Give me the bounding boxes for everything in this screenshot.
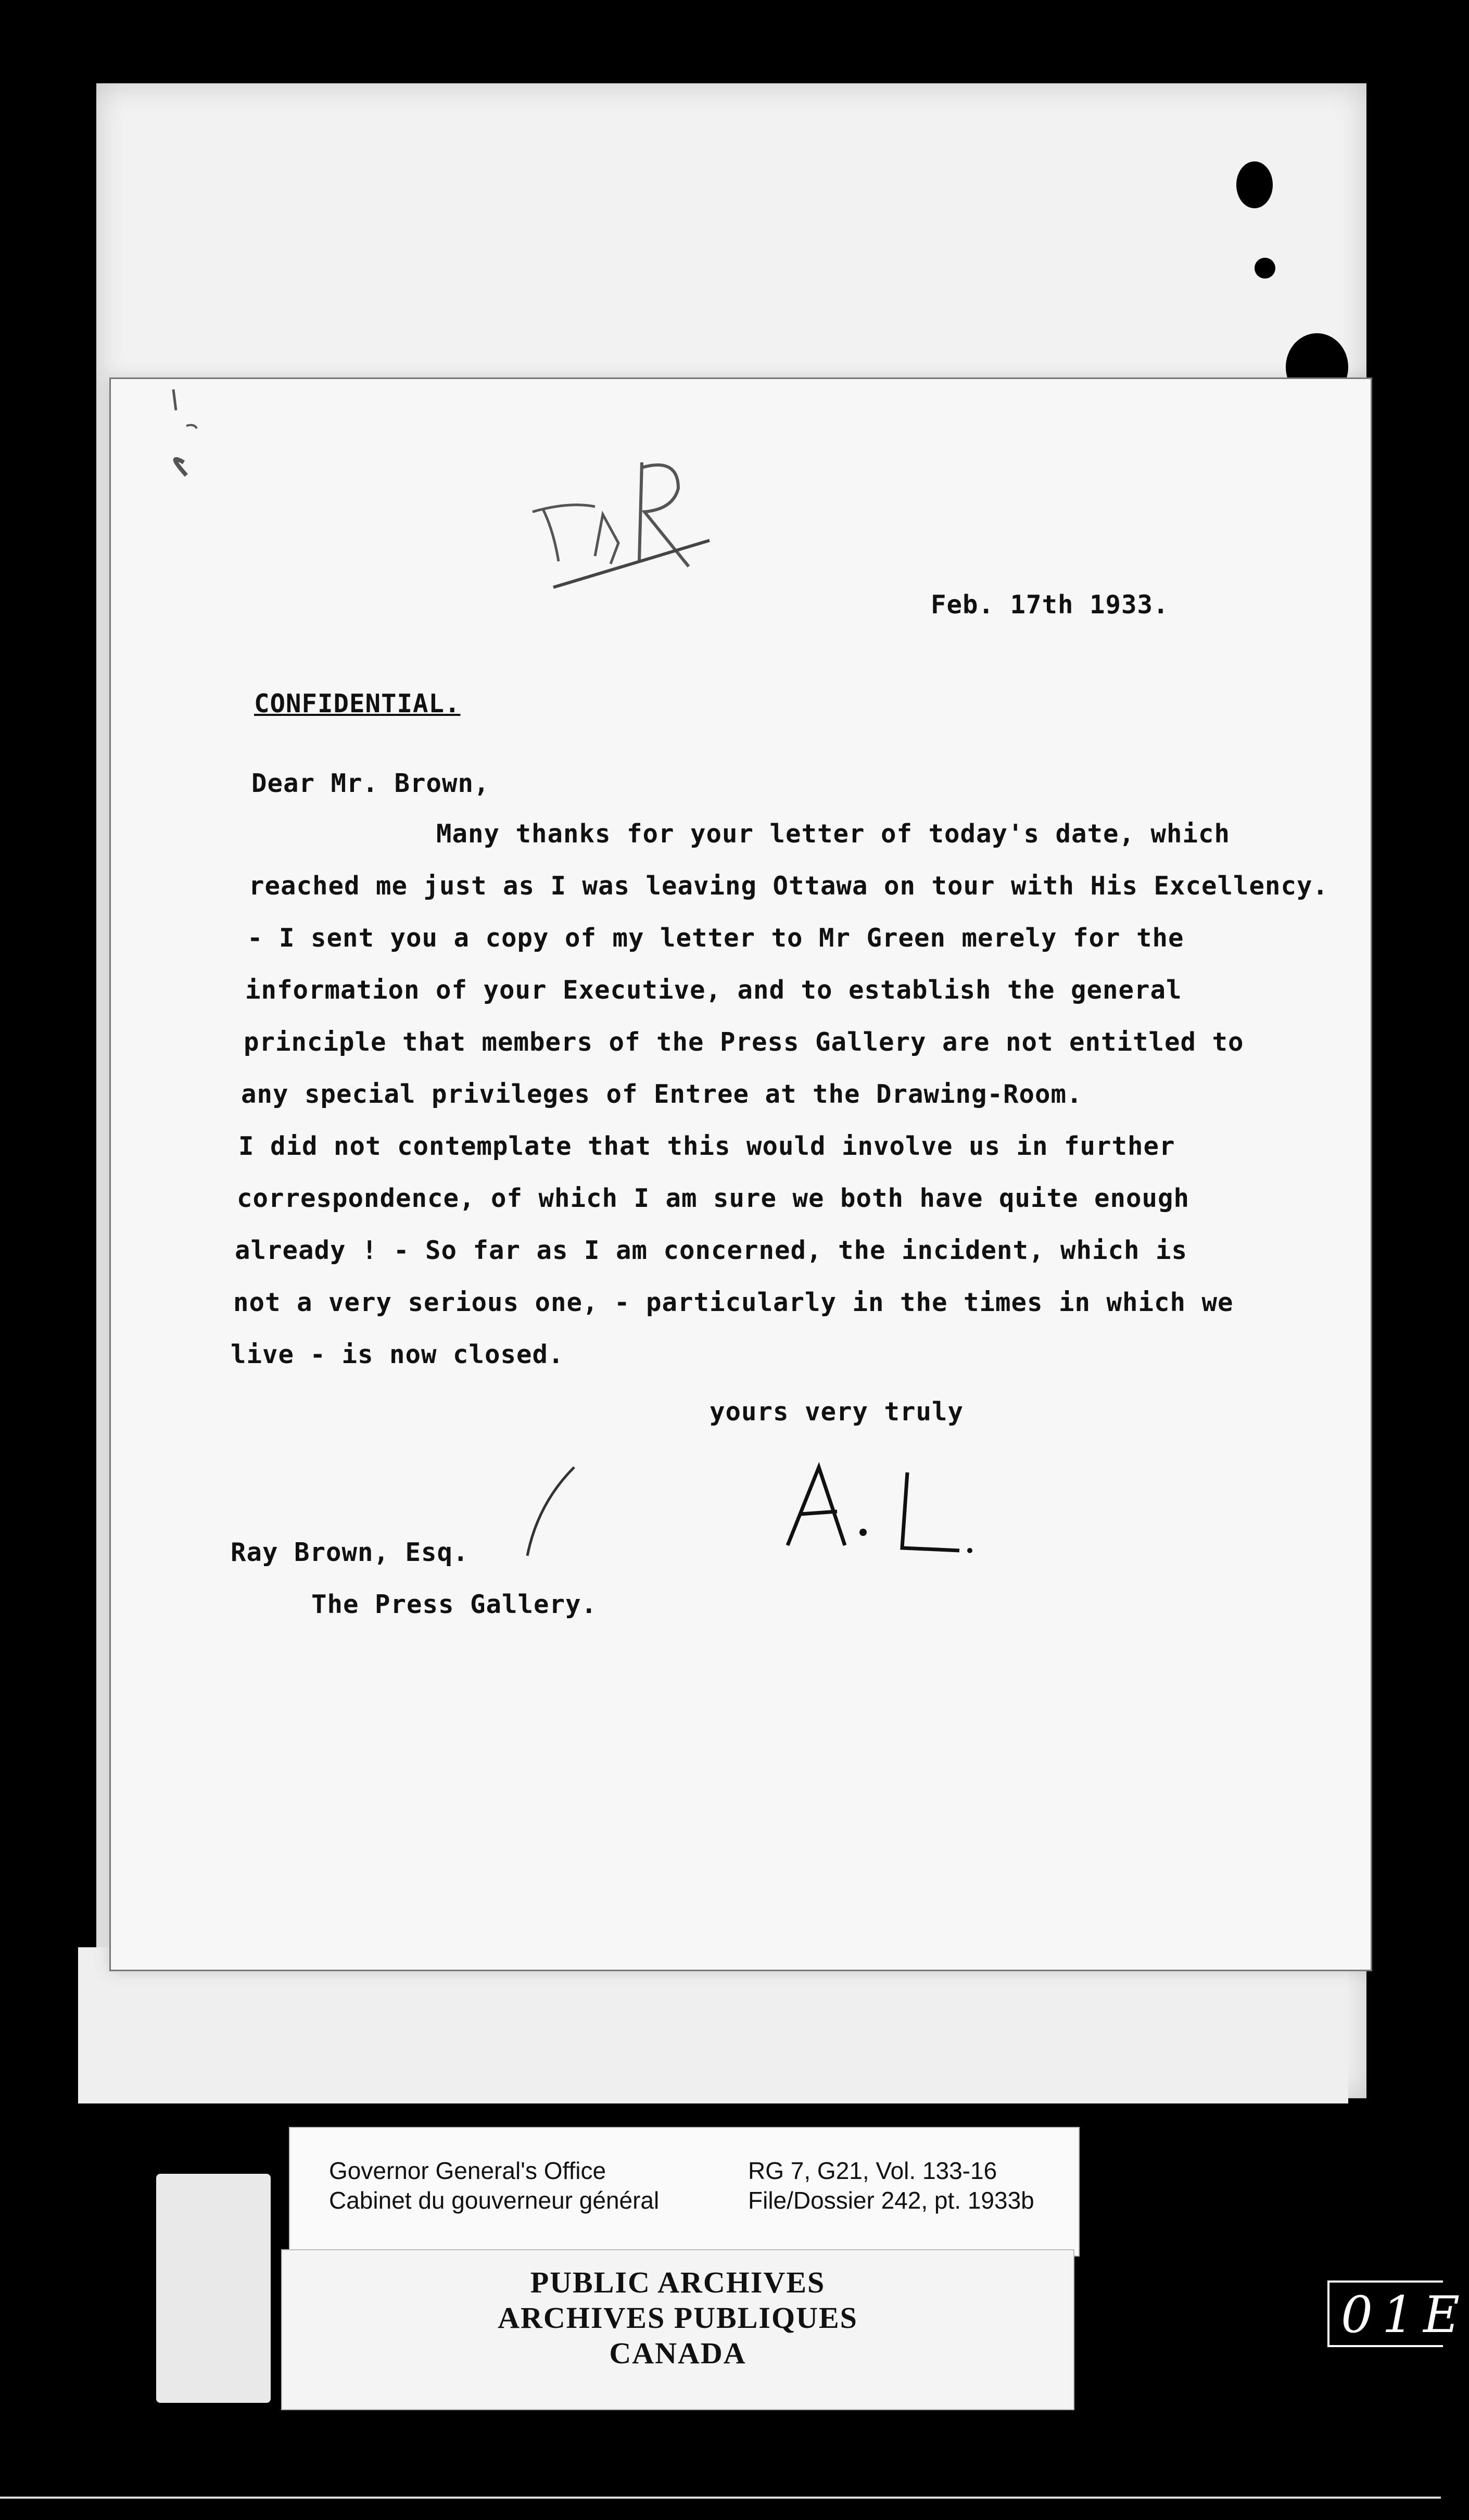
stamp-line-3: CANADA	[609, 2336, 746, 2370]
public-archives-stamp	[281, 2249, 1074, 2410]
recipient-org: The Press Gallery.	[311, 1590, 598, 1619]
ink-blot	[1255, 258, 1275, 279]
body-line: live - is now closed.	[231, 1340, 564, 1369]
pencil-tick-mark	[111, 379, 215, 483]
ink-blot	[1236, 161, 1273, 208]
file-ref: File/Dossier 242, pt. 1933b	[748, 2187, 1034, 2214]
confidential-heading: CONFIDENTIAL.	[254, 689, 461, 719]
office-english: Governor General's Office	[329, 2157, 606, 2184]
body-line: not a very serious one, - particularly in the times in which we	[233, 1288, 1234, 1317]
stamp-line-2: ARCHIVES PUBLIQUES	[498, 2301, 858, 2335]
body-line: - I sent you a copy of my letter to Mr Green merely for the	[247, 923, 1184, 953]
pencil-initials-mark	[522, 452, 741, 598]
letter-date: Feb. 17th 1933.	[931, 590, 1169, 620]
frame-number-text: 01E	[1341, 2286, 1469, 2344]
body-line: any special privileges of Entree at the Drawing-Room.	[241, 1079, 1083, 1109]
stamp-line-1: PUBLIC ARCHIVES	[530, 2265, 826, 2299]
body-line: correspondence, of which I am sure we both have quite enough	[237, 1183, 1190, 1213]
letter-sheet	[109, 377, 1372, 1971]
card-edge	[156, 2174, 271, 2403]
body-line: already ! - So far as I am concerned, the incident, which is	[235, 1236, 1188, 1265]
body-line: principle that members of the Press Gallery are not entitled to	[244, 1027, 1244, 1057]
bottom-border	[0, 2497, 1441, 2499]
record-group-ref: RG 7, G21, Vol. 133-16	[748, 2157, 997, 2184]
recipient-name: Ray Brown, Esq.	[231, 1538, 469, 1567]
frame-number	[1327, 2280, 1469, 2347]
office-french: Cabinet du gouverneur général	[329, 2187, 660, 2214]
body-line: reached me just as I was leaving Ottawa on tour with His Excellency.	[249, 871, 1329, 901]
body-line: information of your Executive, and to establish the general	[245, 975, 1182, 1005]
archive-reference-label	[289, 2127, 1080, 2257]
handwritten-signature	[512, 1446, 1058, 1571]
salutation: Dear Mr. Brown,	[251, 768, 490, 798]
body-line: I did not contemplate that this would involve us in further	[238, 1131, 1175, 1161]
body-line: Many thanks for your letter of today's date, which	[436, 819, 1231, 849]
signature-text: A.L.	[512, 1446, 513, 1447]
closing: yours very truly	[710, 1397, 964, 1427]
